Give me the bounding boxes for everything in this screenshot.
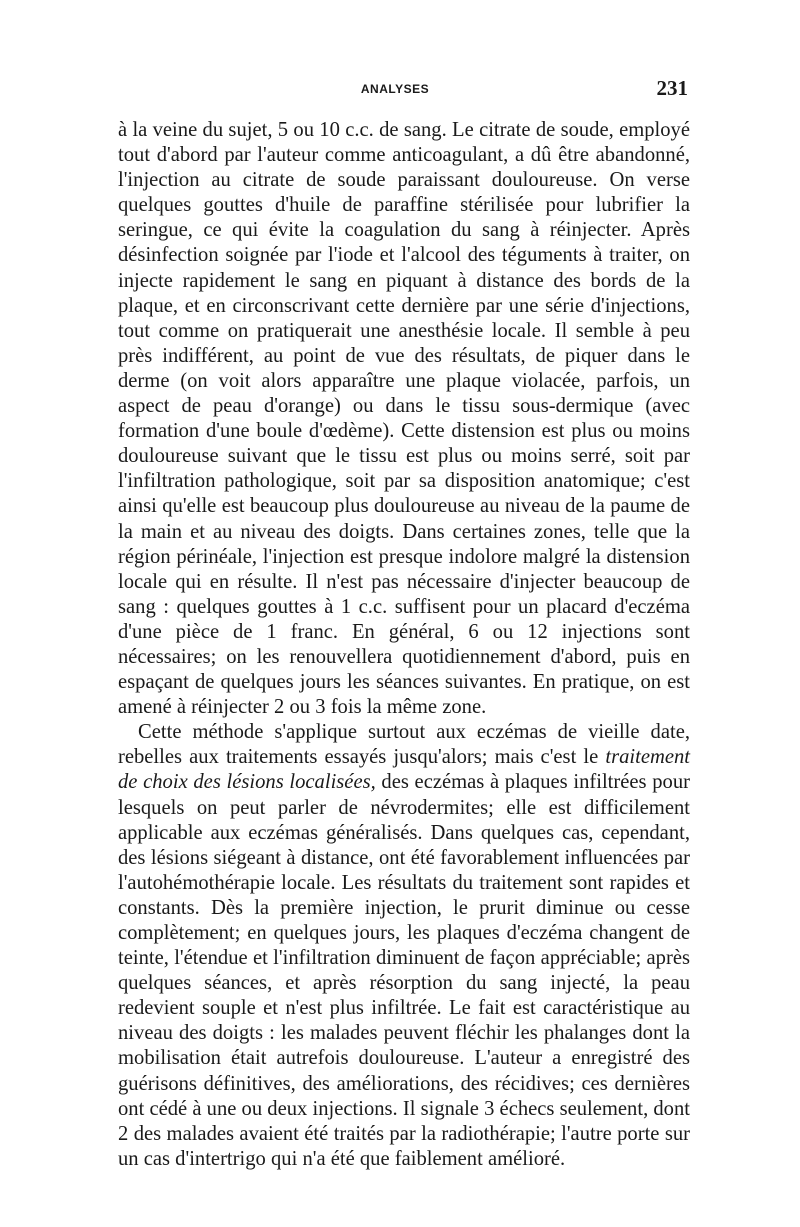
body-text: [118, 118, 690, 1172]
paragraph-2: [118, 720, 690, 1172]
paragraph-1: à la veine du sujet, 5 ou 10 c.c. de sang. Le citrate de soude, employé tout d'abord par l'auteur comme anticoagulant, a dû être abandonné, l'injection au citrate de soude paraissant douloureuse. On verse quelques gouttes d'huile de paraffine stérilisée pour lubrifier la seringue, ce qui évite la coagulation du sang à réinjecter. Après désinfection soignée par l'iode et l'alcool des téguments à traiter, on injecte rapidement le sang en piquant à distance des bords de la plaque, et en circonscrivant cette dernière par une série d'injections, tout comme on pratiquerait une anesthésie locale. Il semble à peu près indifférent, au point de vue des résultats, de piquer dans le derme (on voit alors apparaître une plaque violacée, parfois, un aspect de peau d'orange) ou dans le tissu sous-dermique (avec formation d'une boule d'œdème). Cette distension est plus ou moins douloureuse suivant que le tissu est plus ou moins serré, soit par l'infiltration pathologique, soit par sa disposition anatomique; c'est ainsi qu'elle est beaucoup plus douloureuse au niveau de la paume de la main et au niveau des doigts. Dans certaines zones, telle que la région périnéale, l'injection est presque indolore malgré la distension locale qui en résulte. Il n'est pas nécessaire d'injecter beaucoup de sang : quelques gouttes à 1 c.c. suffisent pour un placard d'eczéma d'une pièce de 1 franc. En général, 6 ou 12 injections sont nécessaires; on les renouvellera quotidiennement d'abord, puis en espaçant de quelques jours les séances suivantes. En pratique, on est amené à réinjecter 2 ou 3 fois la même zone.: [118, 119, 690, 719]
italic-emphasis: traitement de choix des lésions localisées,: [118, 746, 690, 794]
paragraph-2-start: Cette méthode s'applique surtout aux eczémas de vieille date, rebelles aux traitements essayés jusqu'alors; mais c'est le: [118, 721, 690, 769]
running-head: [110, 76, 688, 100]
paragraph-2-end: des eczémas à plaques infiltrées pour lesquels on peut parler de névrodermites; elle est difficilement applicable aux eczémas généralisés. Dans quelques cas, cependant, des lésions siégeant à distance, ont été favorablement influencées par l'autohémothérapie locale. Les résultats du traitement sont rapides et constants. Dès la première injection, le prurit diminue ou cesse complètement; en quelques jours, les plaques d'eczéma changent de teinte, l'étendue et l'infiltration diminuent de façon appréciable; après quelques séances, et après résorption du sang injecté, la peau redevient souple et n'est plus infiltrée. Le fait est caractéristique au niveau des doigts : les malades peuvent fléchir les phalanges dont la mobilisation était autrefois douloureuse. L'auteur a enregistré des guérisons définitives, des améliorations, des récidives; ces dernières ont cédé à une ou deux injections. Il signale 3 échecs seulement, dont 2 des malades avaient été traités par la radiothérapie; l'autre porte sur un cas d'intertrigo qui n'a été que faiblement amélioré.: [118, 771, 690, 1170]
page-number: 231: [656, 76, 688, 100]
running-title: ANALYSES: [360, 82, 430, 96]
